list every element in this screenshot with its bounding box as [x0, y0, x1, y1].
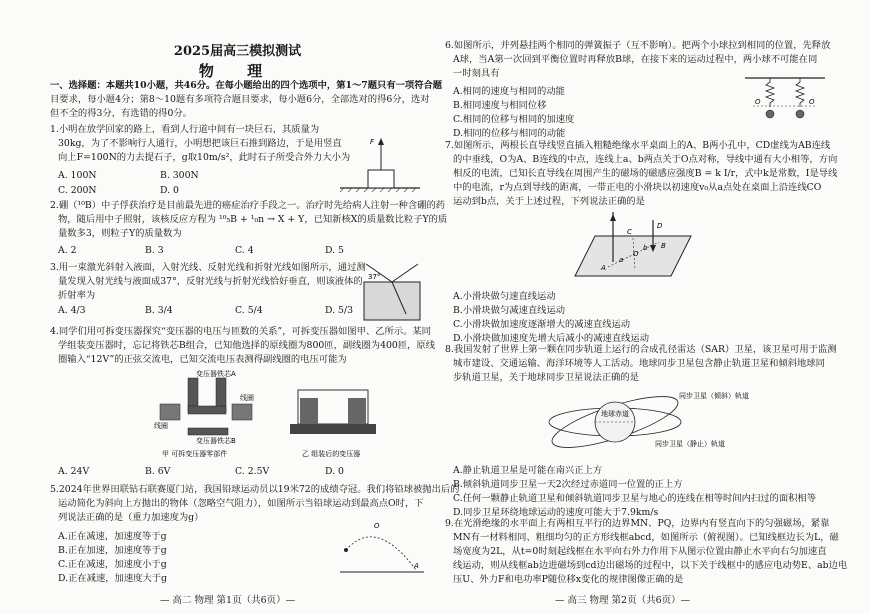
q7-label-o: O	[633, 250, 639, 258]
q7-label-b-upper: B	[661, 242, 666, 250]
section1-heading-line2: 目要求，每小题4分；第8～10题有多项符合题目要求，每小题6分，全部选对的得6分，选对	[50, 94, 430, 105]
q8-option-b: B.倾斜轨道同步卫星一天2次经过赤道同一位置的正上方	[453, 479, 683, 490]
q5-option-c: C.正在减速，加速度小于g	[58, 559, 167, 570]
q6-line1: 6.如图所示，并列悬挂两个相同的弹簧振子（互不影响）。把两个小球拉到相同的位置，先释放	[445, 40, 831, 51]
q6-label-o-right: O	[809, 98, 815, 106]
section1-heading-line3: 但不全的得3分，有选错的得0分。	[50, 108, 192, 119]
q4-option-d: D. 0	[325, 466, 344, 477]
q9-line3: 场宽度为2L，从t=0时刻起线框在水平向右外力作用下从图示位置由静止水平向右匀加速直	[453, 546, 827, 557]
q6-option-c: C.相同的位移与相同的加速度	[453, 114, 575, 125]
q6-option-d: D.相同的位移与相同的动能	[453, 128, 566, 139]
q4-option-c: C. 2.5V	[235, 466, 270, 477]
q7-label-d: D	[657, 222, 663, 230]
q5-option-b: B.正在加速，加速度等于g	[58, 545, 167, 556]
q4-caption-b: 乙 组装后的变压器	[302, 450, 361, 458]
q8-option-a: A.静止轨道卫星是可能在南兴正上方	[453, 465, 603, 476]
q1-option-d: D. 0	[160, 185, 179, 196]
q1-figure	[340, 132, 420, 192]
q2-option-a: A. 2	[58, 245, 77, 256]
q3-line1: 3.用一束激光斜射入液面，入射光线、反射光线和折射光线如图所示，通过测	[50, 262, 366, 273]
q8-option-c: C.任何一颗静止轨道卫星和倾斜轨道同步卫星与地心的连线在相等时间内扫过的面积相等	[453, 493, 817, 504]
q1-option-c: C. 200N	[58, 185, 97, 196]
q5-line1: 5.2024年世界田联钻石联赛厦门站，我国铅球运动员以19米72的成绩夺冠。我们将铅球被抛出后的	[50, 484, 460, 495]
q3-line2: 量发现入射光线与液面成37°，反射光线与折射光线恰好垂直，则该液体的	[58, 276, 363, 287]
q3-option-b: B. 3/4	[145, 305, 173, 316]
q7-line2: 的中垂线，O为A、B连线的中点，连线上a、b两点关于O点对称，导线中通有大小相等，方向	[453, 154, 838, 165]
q9-line5: 压U、外力F和电功率P随位移x变化的规律图像正确的是	[453, 574, 684, 585]
q7-option-d: D.小滑块做加速度先增大后减小的减速直线运动	[453, 333, 650, 344]
q6-label-o-left: O	[755, 98, 761, 106]
left-column	[50, 0, 460, 614]
q6-line2: A球，当A第一次回到平衡位置时再释放B球，在接下来的运动过程中，两小球不可能在同	[453, 54, 818, 65]
q4-label-coil-left: 线圈	[154, 422, 168, 430]
q8-label-inclined-orbit: 同步卫星（倾斜）轨道	[679, 392, 749, 400]
q8-option-d: D.同步卫星环绕地球运动的速度可能大于7.9km/s	[453, 507, 659, 518]
q7-option-c: C.小滑块做加速度逐渐增大的减速直线运动	[453, 319, 631, 330]
q5-label-a: A	[414, 562, 419, 570]
q9-line2: MN有一材料相同、粗细均匀的正方形线框abcd，如图所示（俯视图）。已知线框边长为L，磁	[453, 532, 839, 543]
q2-option-d: D. 5	[325, 245, 344, 256]
q1-line2: 30kg，为了不影响行人通行，小明想把该巨石推到路边，于是用竖直	[58, 138, 342, 149]
q4-option-a: A. 24V	[58, 466, 90, 477]
q1-line3: 向上F=100N的力去提石子，g取10m/s²，此时石子所受合外力大小为	[58, 152, 351, 163]
q5-line2: 运动简化为斜向上方抛出的物体（忽略空气阻力），如图所示当铅球运动到最高点O时，下	[58, 498, 424, 509]
q5-option-a: A.正在减速，加速度等于g	[58, 531, 167, 542]
q4-label-core-a: 变压器铁芯A	[196, 370, 236, 378]
q8-line2: 城市建设、交通运输、海洋环境等人工活动。地球同步卫星包含静止轨道卫星和倾斜地球同	[453, 358, 825, 369]
exam-subject: 物 理	[198, 62, 277, 80]
q8-label-static-orbit: 同步卫星（静止）轨道	[655, 440, 725, 448]
q6-line3: 一时刻具有	[453, 68, 500, 79]
q5-figure	[340, 520, 424, 576]
q6-option-b: B.相同速度与相同位移	[453, 100, 547, 111]
q3-line3: 折射率为	[58, 290, 96, 301]
q8-figure	[545, 386, 749, 456]
q1-force-label: F	[370, 138, 375, 146]
exam-title: 2025届高三模拟测试	[173, 44, 302, 59]
q7-line1: 7.如图所示，两根长直导线竖直插入粗糙绝缘水平桌面上的A、B两小孔中，CD虚线为AB连线	[445, 140, 831, 151]
q7-option-b: B.小滑块做匀减速直线运动	[453, 305, 566, 316]
q1-option-b: B. 300N	[160, 170, 199, 181]
q2-option-c: C. 4	[235, 245, 254, 256]
q3-figure	[362, 262, 422, 322]
q5-line3: 列说法正确的是（重力加速度为g）	[58, 512, 204, 523]
q3-option-d: D. 5/3	[325, 305, 353, 316]
q2-line2: 物，随后用中子照射，该核反应方程为 ¹⁰₅B + ¹₀n → X + Y，已知新核X的质量数比粒子Y的质	[58, 214, 448, 225]
q7-label-a-upper: A	[601, 264, 606, 272]
q1-line1: 1.小明在放学回家的路上，看到人行道中间有一块巨石，其质量为	[50, 124, 320, 135]
section1-heading: 一、选择题：本题共10小题，共46分。在每小题给出的四个选项中，第1～7题只有一项符合题	[50, 80, 443, 91]
q5-label-o: O	[374, 522, 380, 530]
q1-option-a: A. 100N	[58, 170, 97, 181]
q2-line3: 量数多3，则粒子Y的质量数为	[58, 228, 182, 239]
q3-angle-label: 37°	[368, 273, 381, 281]
q7-option-a: A.小滑块做匀速直线运动	[453, 291, 556, 302]
q2-option-b: B. 3	[145, 245, 164, 256]
q7-label-b-lower: b	[643, 244, 648, 252]
q7-label-a-lower: a	[619, 256, 624, 264]
footer-left: — 高二 物理 第1页（共6页）—	[160, 595, 296, 606]
q4-line1: 4.同学们用可拆变压器探究“变压器的电压与匝数的关系”，可拆变压器如图甲、乙所示。某同	[50, 326, 431, 337]
q4-line3: 圈输入“12V”的正弦交流电，已知交流电压表测得副线圈的电压可能为	[58, 354, 347, 365]
q3-option-a: A. 4/3	[58, 305, 86, 316]
q6-figure	[745, 76, 825, 136]
q5-option-d: D.正在减速，加速度大于g	[58, 573, 167, 584]
q7-figure	[573, 212, 693, 282]
q8-label-equator: 地球赤道	[601, 410, 629, 418]
q8-line3: 步轨道卫星，关于地球同步卫星说法正确的是	[453, 372, 639, 383]
q9-line1: 9.在光滑绝缘的水平面上有两相互平行的边界MN、PQ，边界内有竖直向下的匀强磁场，紧靠	[445, 518, 830, 529]
q7-line5: 运动到b点，关于上述过程，下列说法正确的是	[453, 196, 645, 207]
q7-line4: 中的电流，r为点到导线的距离，一带正电的小滑块以初速度v₀从a点处在桌面上沿连线CO	[453, 182, 822, 193]
q4-label-coil-right: 线圈	[240, 394, 254, 402]
q7-line3: 相反的电流，已知长直导线在周围产生的磁场的磁感应强度B = k I/r，式中k是常数，I是导线	[453, 168, 838, 179]
q9-line4: 线运动，则从线框ab边进磁场到cd边出磁场的过程中，以下关于线框中的感应电动势E、ab边电	[453, 560, 848, 571]
q4-caption-a: 甲 可拆变压器零部件	[162, 450, 228, 458]
q7-label-c: C	[627, 228, 632, 236]
q2-line1: 2.硼（¹⁰B）中子俘获治疗是目前最先进的癌症治疗手段之一。治疗时先给病人注射一种含硼的药	[50, 200, 446, 211]
q6-option-a: A.相同的速度与相同的动能	[453, 86, 565, 97]
q8-line1: 8.我国发射了世界上第一颗在同步轨道上运行的合成孔径雷达（SAR）卫星，该卫星可用于监测	[445, 344, 837, 355]
q4-figure	[140, 370, 390, 460]
q3-option-c: C. 5/4	[235, 305, 263, 316]
q4-label-core-b: 变压器铁芯B	[196, 437, 236, 445]
footer-right: — 高三 物理 第2页（共6页）—	[555, 595, 691, 606]
right-column	[445, 0, 848, 614]
q4-option-b: B. 6V	[145, 466, 171, 477]
q4-line2: 学组装变压器时，忘记将铁芯B组合，已知他选择的原线圈为800匝，副线圈为400匝，原线	[58, 340, 436, 351]
